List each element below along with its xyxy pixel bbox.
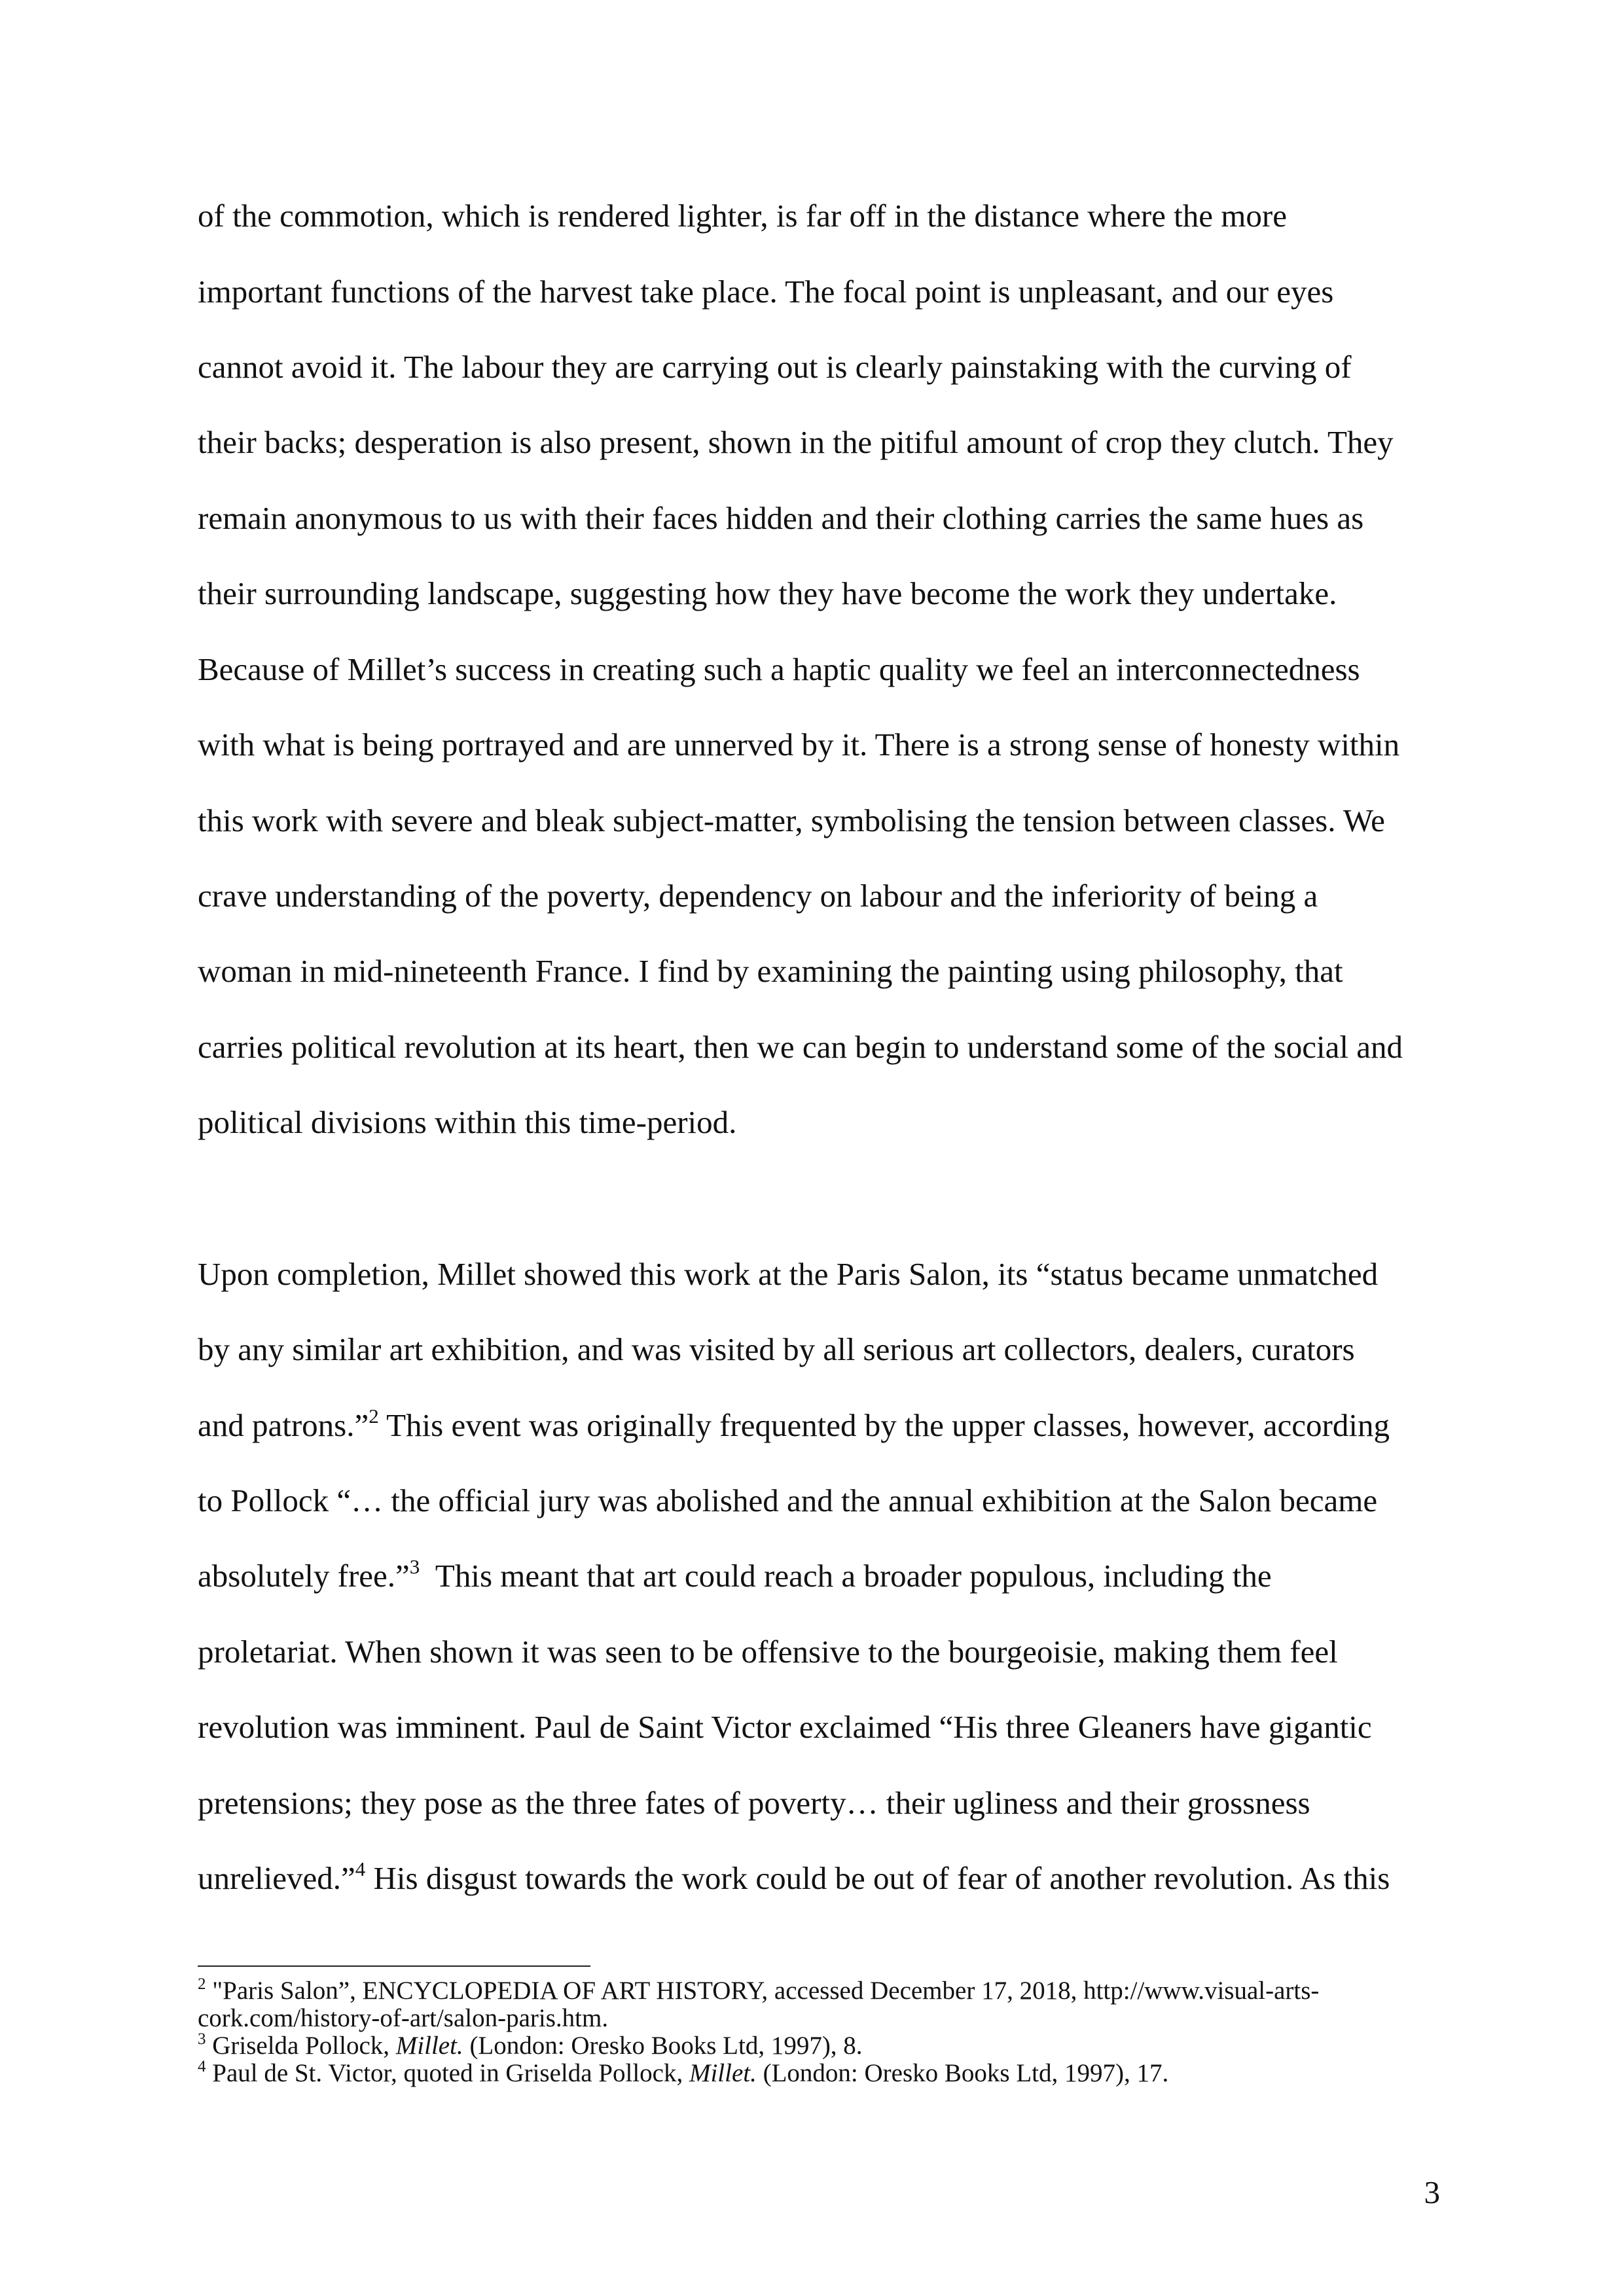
line-text: This event was originally frequented by the upper classes, however, according [378,1407,1390,1443]
footnote-number: 3 [198,2030,206,2048]
footnote-4 [198,2059,1168,2088]
line-text: This meant that art could reach a broader populous, including the [420,1558,1272,1594]
paragraph-line [198,1556,1272,1596]
footnote-2-continued: cork.com/history-of-art/salon-paris.htm. [198,2004,609,2032]
line-text: His disgust towards the work could be out of fear of another revolution. As this [365,1860,1390,1896]
footnote-text: (London: Oresko Books Ltd, 1997), 8. [463,2032,863,2060]
paragraph-line: by any similar art exhibition, and was visited by all serious art collectors, dealers, curators [198,1331,1355,1367]
footnote-book-title: Millet. [395,2032,463,2060]
paragraph-line: cannot avoid it. The labour they are carrying out is clearly painstaking with the curving of [198,349,1352,385]
paragraph-line: pretensions; they pose as the three fates of poverty… their ugliness and their grossness [198,1785,1310,1821]
footnote-3 [198,2032,863,2060]
footnote-text: "Paris Salon”, ENCYCLOPEDIA OF ART HISTORY, accessed December 17, 2018, http://www.visual-arts- [206,1977,1320,2005]
paragraph-line: revolution was imminent. Paul de Saint Victor exclaimed “His three Gleaners have gigantic [198,1709,1372,1745]
footnote-text: Paul de St. Victor, quoted in Griselda Pollock, [206,2059,689,2087]
paragraph-line: political divisions within this time-period. [198,1104,737,1140]
footnote-number: 2 [198,1975,206,1993]
footnote-2 [198,1977,1319,2005]
footnote-text: (London: Oresko Books Ltd, 1997), 17. [756,2059,1169,2087]
paragraph-line: this work with severe and bleak subject-matter, symbolising the tension between classes. We [198,802,1385,838]
footnote-ref-3[interactable]: 3 [409,1555,420,1578]
paragraph-line: Because of Millet’s success in creating such a haptic quality we feel an interconnectedness [198,651,1360,687]
paragraph-line [198,1406,1390,1445]
paragraph-line: woman in mid-nineteenth France. I find by examining the painting using philosophy, that [198,953,1343,989]
footnote-number: 4 [198,2058,206,2075]
line-text: absolutely free.” [198,1558,410,1594]
footnote-separator [198,1965,590,1967]
line-text: unrelieved.” [198,1860,355,1896]
paragraph-line: of the commotion, which is rendered lighter, is far off in the distance where the more [198,198,1287,234]
paragraph-line: important functions of the harvest take place. The focal point is unpleasant, and our eyes [198,274,1334,310]
paragraph-line: carries political revolution at its heart, then we can begin to understand some of the social and [198,1029,1403,1065]
footnote-book-title: Millet. [689,2059,757,2087]
line-text: and patrons.” [198,1407,369,1443]
paragraph-line: remain anonymous to us with their faces hidden and their clothing carries the same hues as [198,500,1364,536]
paragraph-line: proletariat. When shown it was seen to be offensive to the bourgeoisie, making them feel [198,1634,1338,1670]
paragraph-line: their backs; desperation is also present, shown in the pitiful amount of crop they clutch. They [198,424,1394,460]
paragraph-line [198,1859,1390,1898]
paragraph-line: crave understanding of the poverty, dependency on labour and the inferiority of being a [198,878,1318,914]
paragraph-line: their surrounding landscape, suggesting how they have become the work they undertake. [198,575,1337,611]
page-number: 3 [1424,2174,1440,2210]
footnote-ref-2[interactable]: 2 [369,1405,379,1427]
paragraph-line: to Pollock “… the official jury was abolished and the annual exhibition at the Salon became [198,1482,1378,1518]
paragraph-line: Upon completion, Millet showed this work at the Paris Salon, its “status became unmatched [198,1256,1379,1292]
footnote-ref-4[interactable]: 4 [355,1857,366,1880]
footnote-text: Griselda Pollock, [206,2032,396,2060]
paragraph-line: with what is being portrayed and are unnerved by it. There is a strong sense of honesty within [198,726,1400,762]
